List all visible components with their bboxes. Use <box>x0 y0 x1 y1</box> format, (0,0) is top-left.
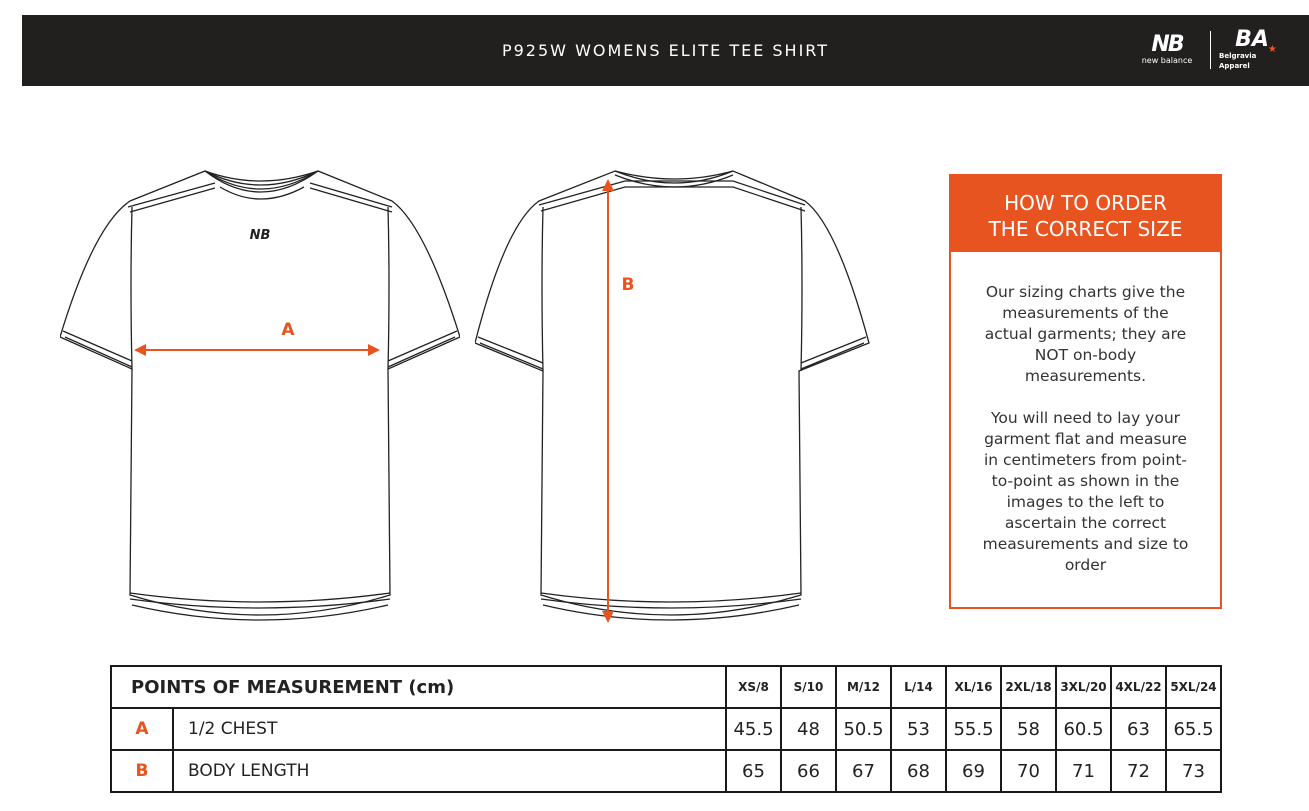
order-instructions-box <box>949 174 1222 609</box>
size-header: 2XL/18 <box>1001 666 1056 708</box>
table-cell: 50.5 <box>836 708 891 750</box>
new-balance-logo-text: new balance <box>1141 56 1193 65</box>
table-cell: 70 <box>1001 750 1056 792</box>
logo-divider <box>1210 31 1211 69</box>
table-cell: 48 <box>781 708 836 750</box>
shirt-back-diagram <box>475 165 870 630</box>
size-header: 4XL/22 <box>1111 666 1166 708</box>
new-balance-logo-mark: NB <box>1151 32 1183 57</box>
table-header-row <box>111 666 1221 708</box>
table-cell: 58 <box>1001 708 1056 750</box>
table-cell: 63 <box>1111 708 1166 750</box>
belgravia-logo-mark <box>1235 27 1277 55</box>
belgravia-logo-text: Belgravia Apparel <box>1219 52 1257 70</box>
order-paragraph-2: You will need to lay your garment flat and measure in centimeters from point-to-point as shown in the images to the left to ascertain the correct measurements and size to order <box>982 409 1189 574</box>
size-header: 5XL/24 <box>1166 666 1221 708</box>
size-header: S/10 <box>781 666 836 708</box>
table-row <box>111 750 1221 792</box>
table-cell: 55.5 <box>946 708 1001 750</box>
size-header: XS/8 <box>726 666 781 708</box>
row-letter: B <box>111 750 173 792</box>
measure-label-b: B <box>621 275 635 295</box>
belgravia-logo-mark-text: BA <box>1235 27 1269 52</box>
table-cell: 71 <box>1056 750 1111 792</box>
measure-label-a: A <box>281 320 295 340</box>
table-cell: 53 <box>891 708 946 750</box>
table-cell: 60.5 <box>1056 708 1111 750</box>
row-label: 1/2 CHEST <box>173 708 726 750</box>
belgravia-apparel-logo <box>1219 29 1285 71</box>
front-nb-logo: NB <box>249 228 271 243</box>
table-cell: 65 <box>726 750 781 792</box>
row-label: BODY LENGTH <box>173 750 726 792</box>
order-heading-line2: THE CORRECT SIZE <box>988 217 1183 241</box>
size-header: 3XL/20 <box>1056 666 1111 708</box>
row-letter: A <box>111 708 173 750</box>
table-cell: 69 <box>946 750 1001 792</box>
table-cell: 72 <box>1111 750 1166 792</box>
table-cell: 65.5 <box>1166 708 1221 750</box>
size-header: XL/16 <box>946 666 1001 708</box>
table-cell: 68 <box>891 750 946 792</box>
table-cell: 67 <box>836 750 891 792</box>
order-heading-line1: HOW TO ORDER <box>1004 191 1167 215</box>
order-paragraph-1: Our sizing charts give the measurements of the actual garments; they are NOT on-body measurements. <box>984 283 1187 385</box>
measurement-table <box>110 665 1222 793</box>
order-instructions-heading <box>951 176 1220 252</box>
table-row <box>111 708 1221 750</box>
table-title: POINTS OF MEASUREMENT (cm) <box>111 666 726 708</box>
page-title: P925W WOMENS ELITE TEE SHIRT <box>501 41 830 60</box>
table-cell: 66 <box>781 750 836 792</box>
order-instructions-body <box>951 252 1220 576</box>
size-header: L/14 <box>891 666 946 708</box>
brand-logos <box>1132 29 1285 71</box>
table-cell: 73 <box>1166 750 1221 792</box>
table-cell: 45.5 <box>726 708 781 750</box>
new-balance-logo <box>1132 34 1202 66</box>
header-bar <box>22 15 1309 86</box>
size-header: M/12 <box>836 666 891 708</box>
shirt-front-diagram <box>60 165 460 630</box>
star-icon: ★ <box>1267 44 1277 55</box>
